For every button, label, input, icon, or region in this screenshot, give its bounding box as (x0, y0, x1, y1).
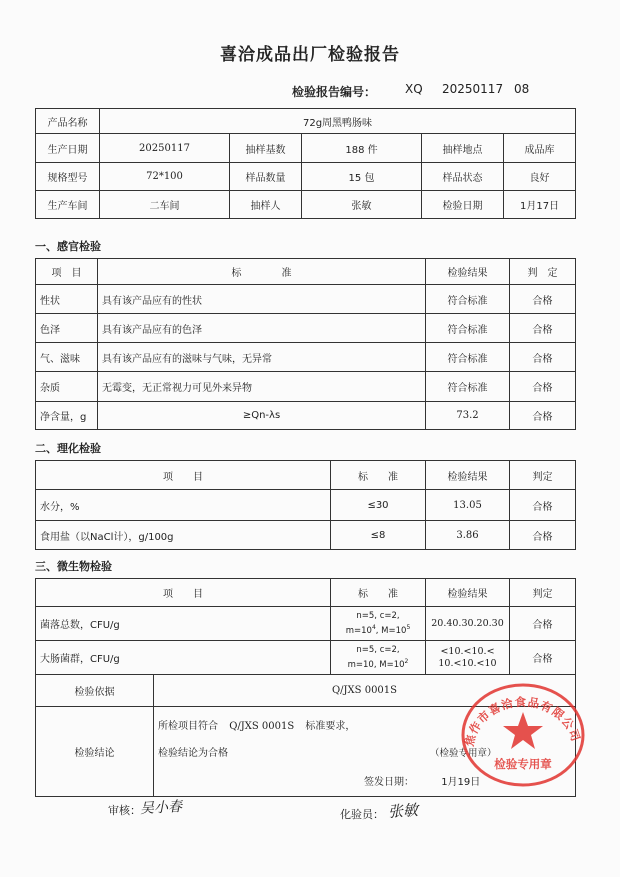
report-title: 喜洽成品出厂检验报告 (220, 45, 400, 65)
reviewer-signature: 吴小春 (139, 798, 183, 818)
sensory-judge: 合格 (510, 372, 576, 402)
micro-col-result: 检验结果 (426, 579, 510, 607)
physchem-result: 13.05 (426, 490, 510, 521)
sensory-std: 具有该产品应有的色泽 (98, 314, 426, 343)
table-row (36, 372, 576, 402)
micro-judge: 合格 (510, 641, 576, 675)
conclusion-label: 检验结论 (36, 707, 154, 797)
workshop-value: 二车间 (100, 191, 230, 219)
inspect-date-label: 检验日期 (422, 191, 504, 219)
sensory-col-result: 检验结果 (426, 259, 510, 285)
table-row (36, 641, 576, 675)
micro-col-std: 标 准 (331, 579, 426, 607)
product-name-value: 72g周黑鸭肠味 (100, 109, 576, 134)
sensory-std: ≥Qn-λs (98, 402, 426, 430)
micro-result: 20.40.30.20.30 (426, 607, 510, 641)
physchem-item: 食用盐（以NaCl计），g/100g (36, 521, 331, 550)
micro-std-M-exp: 5 (406, 624, 411, 632)
qty-value: 15 包 (302, 163, 422, 191)
spec-value: 72*100 (100, 163, 230, 191)
micro-std (331, 607, 426, 641)
conclusion-std: Q/JXS 0001S (229, 721, 295, 732)
physchem-item: 水分，% (36, 490, 331, 521)
table-row (36, 490, 576, 521)
physchem-col-result: 检验结果 (426, 461, 510, 490)
table-row (36, 285, 576, 314)
sensory-std: 具有该产品应有的滋味与气味，无异常 (98, 343, 426, 372)
micro-std-line2 (335, 622, 421, 637)
section-physchem-title: 二、理化检验 (35, 442, 101, 455)
table-row (36, 521, 576, 550)
micro-std-m-exp: 4 (371, 624, 376, 632)
sensory-result: 符合标准 (426, 372, 510, 402)
table-row (36, 607, 576, 641)
sensory-std: 具有该产品应有的性状 (98, 285, 426, 314)
place-label: 抽样地点 (422, 134, 504, 163)
base-label: 抽样基数 (230, 134, 302, 163)
basis-value: Q/JXS 0001S (154, 675, 576, 707)
prod-date-label: 生产日期 (36, 134, 100, 163)
spec-label: 规格型号 (36, 163, 100, 191)
product-name-label: 产品名称 (36, 109, 100, 134)
report-number-label: 检验报告编号： (292, 85, 377, 99)
seal-center-text: 检验专用章 (494, 757, 552, 771)
report-number (292, 82, 530, 100)
report-number-prefix: XQ (405, 82, 423, 96)
sensory-item: 气、滋味 (36, 343, 98, 372)
micro-std-M: , M=10 (375, 625, 407, 636)
sensory-result: 符合标准 (426, 285, 510, 314)
sampler-label: 抽样人 (230, 191, 302, 219)
physchem-judge: 合格 (510, 490, 576, 521)
conclusion-part1: 所检项目符合 (158, 721, 218, 732)
physchem-col-std: 标 准 (331, 461, 426, 490)
physchem-std: ≤8 (331, 521, 426, 550)
sensory-result: 符合标准 (426, 343, 510, 372)
sampler-value: 张敏 (302, 191, 422, 219)
physchem-table (35, 460, 576, 550)
inspect-date-value: 1月17日 (504, 191, 576, 219)
header-table (35, 108, 576, 219)
state-value: 良好 (504, 163, 576, 191)
chemist-signature: 张敏 (387, 800, 419, 822)
table-row (36, 402, 576, 430)
micro-item: 大肠菌群，CFU/g (36, 641, 331, 675)
report-number-seq: 08 (514, 82, 530, 96)
micro-std-line1: n=5, c=2, (356, 645, 400, 656)
physchem-std: ≤30 (331, 490, 426, 521)
sensory-judge: 合格 (510, 285, 576, 314)
official-seal (458, 680, 588, 790)
section-sensory-title: 一、感官检验 (35, 240, 101, 253)
seal-ring-text: 焦作市喜洽食品有限公司 (461, 694, 584, 748)
micro-item: 菌落总数，CFU/g (36, 607, 331, 641)
micro-result-line2: 10.<10.<10 (438, 657, 497, 669)
workshop-label: 生产车间 (36, 191, 100, 219)
base-value: 188 件 (302, 134, 422, 163)
sensory-item: 杂质 (36, 372, 98, 402)
sensory-col-judge: 判 定 (510, 259, 576, 285)
state-label: 样品状态 (422, 163, 504, 191)
micro-std-m: m=10, M=10 (347, 659, 405, 670)
sensory-result: 73.2 (426, 402, 510, 430)
sensory-judge: 合格 (510, 402, 576, 430)
stamp-note: （检验专用章） (430, 748, 497, 759)
micro-judge: 合格 (510, 607, 576, 641)
micro-col-judge: 判定 (510, 579, 576, 607)
sensory-std: 无霉变，无正常视力可见外来异物 (98, 372, 426, 402)
conclusion-part2: 标准要求， (305, 721, 356, 732)
sensory-col-item: 项 目 (36, 259, 98, 285)
micro-col-item: 项 目 (36, 579, 331, 607)
physchem-judge: 合格 (510, 521, 576, 550)
micro-std (331, 641, 426, 675)
sensory-col-std: 标 准 (98, 259, 426, 285)
sensory-item: 色泽 (36, 314, 98, 343)
physchem-col-judge: 判定 (510, 461, 576, 490)
basis-label: 检验依据 (36, 675, 154, 707)
table-row (36, 343, 576, 372)
micro-result (426, 641, 510, 675)
physchem-col-item: 项 目 (36, 461, 331, 490)
physchem-result: 3.86 (426, 521, 510, 550)
table-row (36, 314, 576, 343)
report-number-date: 20250117 (442, 82, 504, 96)
sensory-item: 性状 (36, 285, 98, 314)
sensory-result: 符合标准 (426, 314, 510, 343)
micro-result-line1: <10.<10.< (440, 645, 495, 657)
sensory-item: 净含量，g (36, 402, 98, 430)
sensory-judge: 合格 (510, 314, 576, 343)
sensory-table (35, 258, 576, 430)
issue-date-label: 签发日期： (364, 777, 414, 788)
micro-std-m: m=10 (345, 625, 372, 636)
prod-date-value: 20250117 (100, 134, 230, 163)
conclusion-line1 (158, 717, 355, 732)
micro-std-m-exp: 2 (404, 658, 409, 666)
conclusion-line2: 检验结论为合格 (158, 748, 228, 759)
chemist-label: 化验员： (340, 808, 384, 821)
micro-std-line1: n=5, c=2, (356, 611, 400, 622)
section-micro-title: 三、微生物检验 (35, 560, 112, 573)
sensory-judge: 合格 (510, 343, 576, 372)
reviewer-label: 审核： (108, 804, 141, 817)
issue-date-value: 1月19日 (441, 777, 481, 788)
micro-std-line2 (335, 656, 421, 671)
qty-label: 样品数量 (230, 163, 302, 191)
place-value: 成品库 (504, 134, 576, 163)
